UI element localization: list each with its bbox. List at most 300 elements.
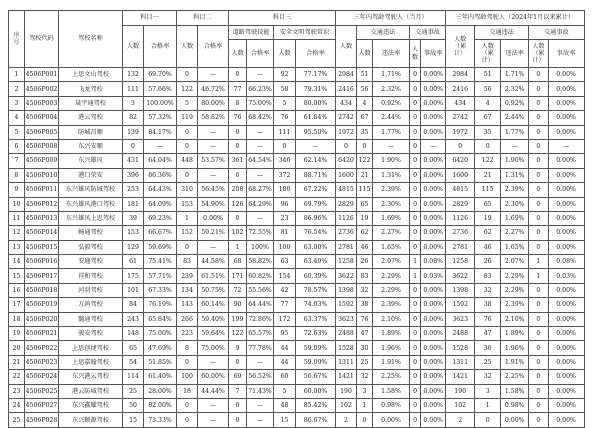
cell-seq: 5: [9, 125, 25, 139]
table-row: [9, 240, 585, 254]
cell-seq: 12: [9, 226, 25, 240]
cell-monthly-count: 2742: [336, 111, 357, 125]
cell-cum-violation-count: 47: [475, 327, 501, 341]
cell-seq: 15: [9, 269, 25, 283]
cell-name: 万鸿驾校: [59, 298, 123, 312]
cell-s2-count: 8: [177, 341, 198, 355]
cell-cum-accident-count: 0: [529, 96, 548, 110]
cell-s1-count: 153: [123, 226, 144, 240]
cell-seq: 16: [9, 283, 25, 297]
cell-cum-accident-rate: 0.00%: [548, 197, 584, 211]
cell-cum-accident-rate: 0.08%: [548, 255, 584, 269]
cell-road-pass-rate: 64.54%: [247, 154, 274, 168]
header-s2-count: 人数: [177, 25, 198, 68]
cell-safety-pass-rate: 56.67%: [296, 370, 336, 384]
cell-s1-count: 25: [123, 384, 144, 398]
cell-s2-pass-rate: 60.00%: [198, 370, 229, 384]
cell-safety-pass-rate: 59.09%: [296, 355, 336, 369]
cell-cum-accident-count: 0: [529, 398, 548, 412]
cell-monthly-violation-rate: 2.29%: [373, 269, 410, 283]
cell-cum-violation-count: 26: [475, 255, 501, 269]
cell-safety-count: 15: [274, 413, 296, 427]
table-row: [9, 125, 585, 139]
header-code: 驾校代码: [25, 11, 59, 68]
cell-cum-accident-rate: 0.00%: [548, 226, 584, 240]
cell-s1-pass-rate: 65.84%: [144, 312, 177, 326]
cell-s1-count: 396: [123, 168, 144, 182]
cell-s2-pass-rate: 54.90%: [198, 197, 229, 211]
cell-road-pass-rate: 72.86%: [247, 312, 274, 326]
cell-s2-count: 0: [177, 125, 198, 139]
cell-cum-accident-count: 0: [529, 283, 548, 297]
cell-seq: 22: [9, 370, 25, 384]
cell-s2-count: 119: [177, 111, 198, 125]
cell-cum-violation-count: 76: [475, 312, 501, 326]
cell-monthly-violation-count: 25: [357, 355, 373, 369]
cell-cum-accident-rate: 0.00%: [548, 283, 584, 297]
cell-code: 4506P025: [25, 384, 59, 398]
cell-name: 晟宇通驾校: [59, 96, 123, 110]
cell-seq: 11: [9, 211, 25, 225]
cell-s2-count: 0: [177, 68, 198, 82]
cell-s2-pass-rate: 44.44%: [198, 384, 229, 398]
cell-cum-violation-rate: —: [501, 139, 529, 153]
cell-monthly-accident-count: 0: [410, 96, 421, 110]
cell-safety-pass-rate: 60.00%: [296, 384, 336, 398]
cell-name: 骏安驾校: [59, 327, 123, 341]
cell-safety-count: 95: [274, 327, 296, 341]
cell-road-count: 0: [229, 413, 247, 427]
cell-s2-count: 223: [177, 327, 198, 341]
cell-s1-count: 39: [123, 211, 144, 225]
cell-cum-count: 3623: [446, 312, 475, 326]
cell-code: 4506P021: [25, 327, 59, 341]
cell-seq: 18: [9, 312, 25, 326]
cell-s2-count: 143: [177, 298, 198, 312]
cell-seq: 1: [9, 68, 25, 82]
cell-s2-pass-rate: 58.82%: [198, 111, 229, 125]
cell-cum-accident-rate: 0.00%: [548, 125, 584, 139]
cell-name: 防城昌顺: [59, 125, 123, 139]
cell-s1-pass-rate: 47.69%: [144, 341, 177, 355]
header-safety-count: 人数: [274, 40, 296, 68]
cell-monthly-violation-count: 19: [357, 211, 373, 225]
cell-monthly-violation-rate: 2.30%: [373, 197, 410, 211]
cell-monthly-violation-count: 3: [357, 384, 373, 398]
cell-name: 安通驾校: [59, 255, 123, 269]
cell-monthly-count: 1421: [336, 370, 357, 384]
cell-code: 4506P018: [25, 283, 59, 297]
table-row: [9, 312, 585, 326]
cell-seq: 14: [9, 255, 25, 269]
cell-monthly-count: 1528: [336, 341, 357, 355]
cell-monthly-accident-rate: 0.00%: [421, 413, 446, 427]
cell-s1-count: 129: [123, 240, 144, 254]
cell-cum-violation-rate: 1.69%: [501, 211, 529, 225]
cell-seq: 3: [9, 96, 25, 110]
cell-monthly-accident-rate: 0.00%: [421, 183, 446, 197]
cell-s1-count: 243: [123, 312, 144, 326]
cell-road-pass-rate: 56.52%: [247, 370, 274, 384]
cell-s2-count: 1: [177, 211, 198, 225]
cell-s2-pass-rate: —: [198, 355, 229, 369]
cell-monthly-violation-rate: 1.96%: [373, 341, 410, 355]
cell-s1-count: 139: [123, 125, 144, 139]
cell-monthly-accident-rate: 0.00%: [421, 398, 446, 412]
cell-monthly-violation-rate: 1.69%: [373, 211, 410, 225]
cell-code: 4506P016: [25, 255, 59, 269]
cell-monthly-accident-count: 0: [410, 341, 421, 355]
cell-safety-count: 180: [274, 183, 296, 197]
table-row: [9, 413, 585, 427]
cell-name: 东兴雄风上思驾校: [59, 211, 123, 225]
cell-safety-count: 77: [274, 298, 296, 312]
cell-code: 4506P017: [25, 269, 59, 283]
cell-safety-count: 5: [274, 384, 296, 398]
cell-safety-count: 92: [274, 68, 296, 82]
cell-safety-count: 96: [274, 197, 296, 211]
cell-s1-count: 101: [123, 283, 144, 297]
cell-monthly-accident-count: 1: [410, 255, 421, 269]
cell-cum-violation-count: 62: [475, 226, 501, 240]
cell-monthly-count: 6420: [336, 154, 357, 168]
cell-cum-accident-count: 0: [529, 154, 548, 168]
table-row: [9, 226, 585, 240]
cell-cum-violation-rate: 2.29%: [501, 283, 529, 297]
cell-monthly-violation-rate: 0.98%: [373, 398, 410, 412]
cell-name: 上思嘉翰驾校: [59, 355, 123, 369]
cell-monthly-accident-rate: —: [421, 139, 446, 153]
header-ca-count: 人数（累计）: [529, 40, 548, 68]
cell-code: 4506P008: [25, 139, 59, 153]
cell-cum-accident-count: 0: [529, 384, 548, 398]
cell-cum-accident-rate: 0.00%: [548, 68, 584, 82]
cell-name: 东兴雄风港口驾校: [59, 197, 123, 211]
cell-monthly-violation-rate: 0.00%: [373, 413, 410, 427]
cell-monthly-accident-rate: 0.00%: [421, 82, 446, 96]
cell-code: 4506P014: [25, 226, 59, 240]
cell-monthly-count: 1972: [336, 125, 357, 139]
cell-monthly-accident-rate: 0.00%: [421, 240, 446, 254]
cell-cum-violation-rate: 2.32%: [501, 82, 529, 96]
table-row: [9, 370, 585, 384]
cell-safety-pass-rate: 59.09%: [296, 341, 336, 355]
table-row: [9, 68, 585, 82]
cell-road-pass-rate: 64.44%: [247, 298, 274, 312]
cell-monthly-violation-count: 4: [357, 96, 373, 110]
cell-name: 弘毅驾校: [59, 240, 123, 254]
cell-cum-violation-count: 30: [475, 341, 501, 355]
header-subject1: 科目一: [123, 11, 177, 26]
cell-road-count: 9: [229, 341, 247, 355]
cell-cum-accident-rate: 0.00%: [548, 96, 584, 110]
cell-s2-pass-rate: —: [198, 168, 229, 182]
cell-cum-accident-rate: 0.00%: [548, 398, 584, 412]
cell-cum-accident-rate: 0.00%: [548, 413, 584, 427]
header-monthly-violation: 交通违法: [357, 25, 410, 40]
cell-safety-count: 81: [274, 226, 296, 240]
cell-seq: 9: [9, 183, 25, 197]
cell-monthly-count: 190: [336, 384, 357, 398]
cell-cum-accident-rate: 0.03%: [548, 269, 584, 283]
cell-cum-violation-count: 0: [475, 139, 501, 153]
cell-cum-accident-count: 0: [529, 327, 548, 341]
cell-s2-count: 18: [177, 384, 198, 398]
cell-code: 4506P024: [25, 370, 59, 384]
cell-monthly-violation-rate: 0.92%: [373, 96, 410, 110]
cell-s1-pass-rate: 75.41%: [144, 255, 177, 269]
cell-safety-count: 76: [274, 111, 296, 125]
cell-cum-accident-count: 0: [529, 298, 548, 312]
cell-cum-violation-count: 25: [475, 355, 501, 369]
cell-monthly-accident-rate: 0.00%: [421, 211, 446, 225]
cell-safety-count: 100: [274, 240, 296, 254]
cell-cum-violation-rate: 2.44%: [501, 111, 529, 125]
cell-monthly-accident-count: 1: [410, 269, 421, 283]
cell-cum-count: 434: [446, 96, 475, 110]
cell-s2-count: 0: [177, 413, 198, 427]
cell-name: 港口荣安: [59, 168, 123, 182]
cell-s2-count: 153: [177, 197, 198, 211]
cell-road-pass-rate: 65.57%: [247, 327, 274, 341]
cell-monthly-accident-count: 0: [410, 211, 421, 225]
cell-monthly-accident-rate: 0.03%: [421, 269, 446, 283]
cell-road-count: 1: [229, 240, 247, 254]
cell-cum-accident-rate: 0.00%: [548, 168, 584, 182]
cell-cum-violation-count: 4: [475, 96, 501, 110]
cell-code: 4506P010: [25, 168, 59, 182]
cell-code: 4506P011: [25, 183, 59, 197]
cell-code: 4506P015: [25, 240, 59, 254]
cell-cum-count: 2736: [446, 226, 475, 240]
cell-safety-count: 172: [274, 312, 296, 326]
cell-monthly-violation-count: 0: [357, 413, 373, 427]
cell-s1-pass-rate: 57.32%: [144, 111, 177, 125]
cell-s1-count: 253: [123, 183, 144, 197]
cell-road-count: 208: [229, 183, 247, 197]
cell-road-count: 0: [229, 355, 247, 369]
cell-cum-count: 2781: [446, 240, 475, 254]
cell-name: 畅通驾校: [59, 226, 123, 240]
table-row: [9, 139, 585, 153]
cell-s2-pass-rate: 0.00%: [198, 211, 229, 225]
cell-monthly-count: 2416: [336, 82, 357, 96]
cell-s1-pass-rate: 28.00%: [144, 384, 177, 398]
cell-seq: 8: [9, 168, 25, 182]
cell-monthly-accident-count: 0: [410, 370, 421, 384]
cell-cum-accident-count: 0: [529, 139, 548, 153]
cell-s1-count: 54: [123, 355, 144, 369]
cell-safety-pass-rate: —: [296, 139, 336, 153]
cell-monthly-violation-count: 122: [357, 154, 373, 168]
cell-monthly-accident-rate: 0.00%: [421, 384, 446, 398]
cell-road-count: 68: [229, 255, 247, 269]
cell-road-pass-rate: 68.27%: [247, 183, 274, 197]
cell-seq: 23: [9, 384, 25, 398]
cell-cum-violation-rate: 2.30%: [501, 197, 529, 211]
cell-safety-count: 44: [274, 355, 296, 369]
cell-road-count: 361: [229, 154, 247, 168]
table-row: [9, 82, 585, 96]
cell-monthly-violation-count: 26: [357, 255, 373, 269]
cell-cum-violation-count: 32: [475, 283, 501, 297]
cell-safety-pass-rate: 60.39%: [296, 269, 336, 283]
cell-safety-count: 58: [274, 82, 296, 96]
cell-safety-pass-rate: 80.00%: [296, 96, 336, 110]
cell-cum-accident-count: 0: [529, 125, 548, 139]
cell-s1-pass-rate: 66.67%: [144, 226, 177, 240]
cell-cum-count: 6420: [446, 154, 475, 168]
cell-monthly-accident-count: 0: [410, 327, 421, 341]
cell-cum-violation-count: 32: [475, 370, 501, 384]
cell-road-count: 0: [229, 125, 247, 139]
cell-road-pass-rate: 71.43%: [247, 384, 274, 398]
cell-cum-violation-rate: 0.92%: [501, 96, 529, 110]
cell-s2-count: 310: [177, 183, 198, 197]
cell-s1-pass-rate: 51.85%: [144, 355, 177, 369]
cell-monthly-violation-count: 56: [357, 82, 373, 96]
cell-code: 4506P004: [25, 111, 59, 125]
header-mv-count: 人数: [357, 40, 373, 68]
cell-monthly-count: 2781: [336, 240, 357, 254]
cell-safety-count: 23: [274, 211, 296, 225]
cell-monthly-violation-rate: 2.44%: [373, 111, 410, 125]
cell-name: 港云驾校: [59, 111, 123, 125]
cell-s2-count: 0: [177, 139, 198, 153]
cell-cum-violation-rate: 2.10%: [501, 312, 529, 326]
cell-s1-count: 3: [123, 96, 144, 110]
cell-road-count: 102: [229, 226, 247, 240]
cell-monthly-violation-rate: 2.27%: [373, 226, 410, 240]
cell-monthly-count: 2736: [336, 226, 357, 240]
cell-s2-pass-rate: 59.21%: [198, 226, 229, 240]
cell-code: 4506P001: [25, 68, 59, 82]
cell-monthly-violation-rate: 2.39%: [373, 298, 410, 312]
cell-safety-pass-rate: 69.79%: [296, 197, 336, 211]
cell-cum-violation-rate: 1.77%: [501, 125, 529, 139]
cell-cum-accident-rate: 0.00%: [548, 211, 584, 225]
cell-cum-accident-count: 0: [529, 240, 548, 254]
cell-cum-violation-rate: 1.91%: [501, 355, 529, 369]
cell-cum-accident-count: 0: [529, 355, 548, 369]
cell-s1-pass-rate: 67.33%: [144, 283, 177, 297]
header-road-pass-rate: 合格率: [247, 40, 274, 68]
cell-cum-count: 1528: [446, 341, 475, 355]
cell-s1-pass-rate: 84.17%: [144, 125, 177, 139]
header-cv-rate: 违法率: [501, 40, 529, 68]
table-row: [9, 183, 585, 197]
cell-safety-pass-rate: 85.42%: [296, 398, 336, 412]
cell-safety-pass-rate: 72.63%: [296, 327, 336, 341]
cell-name: 东兴港云驾校: [59, 370, 123, 384]
cell-monthly-violation-count: 46: [357, 240, 373, 254]
cell-road-pass-rate: 55.56%: [247, 283, 274, 297]
cell-road-count: 77: [229, 82, 247, 96]
cell-monthly-violation-rate: 1.71%: [373, 68, 410, 82]
header-subject2: 科目二: [177, 11, 229, 26]
cell-cum-accident-count: 0: [529, 413, 548, 427]
cell-s1-pass-rate: 57.66%: [144, 82, 177, 96]
cell-monthly-violation-rate: 2.39%: [373, 183, 410, 197]
cell-road-count: 69: [229, 370, 247, 384]
cell-safety-pass-rate: 62.14%: [296, 154, 336, 168]
cell-code: 4506P003: [25, 96, 59, 110]
header-seq: 序号: [9, 11, 25, 68]
cell-s2-count: 134: [177, 283, 198, 297]
cell-seq: 6: [9, 139, 25, 153]
header-ma-count: 人数: [410, 40, 421, 68]
cell-cum-violation-count: 46: [475, 240, 501, 254]
driving-school-stats-table: [8, 10, 585, 428]
cell-s2-count: 266: [177, 312, 198, 326]
cell-monthly-accident-count: 0: [410, 197, 421, 211]
cell-monthly-violation-rate: 1.90%: [373, 154, 410, 168]
cell-monthly-violation-count: 67: [357, 111, 373, 125]
cell-cum-accident-rate: 0.00%: [548, 183, 584, 197]
cell-s1-count: 82: [123, 111, 144, 125]
cell-safety-pass-rate: 77.17%: [296, 68, 336, 82]
cell-monthly-count: 1398: [336, 283, 357, 297]
cell-road-count: 0: [229, 139, 247, 153]
cell-monthly-violation-count: 0: [357, 139, 373, 153]
cell-monthly-violation-rate: 1.65%: [373, 240, 410, 254]
cell-name: 东兴雄风: [59, 154, 123, 168]
cell-cum-violation-count: 115: [475, 183, 501, 197]
cell-seq: 4: [9, 111, 25, 125]
cell-road-pass-rate: 77.78%: [247, 341, 274, 355]
cell-cum-count: 1600: [446, 168, 475, 182]
table-row: [9, 197, 585, 211]
header-monthly-accident: 交通事故: [410, 25, 446, 40]
cell-monthly-violation-count: 83: [357, 269, 373, 283]
cell-safety-count: 346: [274, 154, 296, 168]
cell-name: 东兴鑫耀驾校: [59, 398, 123, 412]
cell-s1-pass-rate: 69.23%: [144, 211, 177, 225]
cell-code: 4506P012: [25, 197, 59, 211]
cell-cum-violation-count: 51: [475, 68, 501, 82]
cell-cum-accident-count: 1: [529, 255, 548, 269]
cell-road-pass-rate: —: [247, 211, 274, 225]
cell-cum-violation-rate: 2.07%: [501, 255, 529, 269]
cell-monthly-count: 1311: [336, 355, 357, 369]
cell-monthly-count: 4815: [336, 183, 357, 197]
cell-road-count: 0: [229, 168, 247, 182]
cell-monthly-violation-rate: 2.07%: [373, 255, 410, 269]
cell-seq: 25: [9, 413, 25, 427]
cell-road-pass-rate: 72.55%: [247, 226, 274, 240]
cell-s2-count: 152: [177, 226, 198, 240]
cell-monthly-accident-rate: 0.00%: [421, 312, 446, 326]
cell-cum-violation-rate: 2.29%: [501, 269, 529, 283]
header-s1-count: 人数: [123, 25, 144, 68]
cell-s1-pass-rate: 82.00%: [144, 398, 177, 412]
cell-monthly-violation-rate: 1.89%: [373, 327, 410, 341]
cell-monthly-violation-count: 21: [357, 168, 373, 182]
table-row: [9, 298, 585, 312]
cell-s2-count: 83: [177, 255, 198, 269]
cell-safety-count: 111: [274, 125, 296, 139]
cell-safety-pass-rate: 79.31%: [296, 82, 336, 96]
cell-cum-accident-count: 0: [529, 111, 548, 125]
cell-name: 东兴安顺: [59, 139, 123, 153]
cell-monthly-violation-rate: 2.25%: [373, 370, 410, 384]
cell-road-count: 0: [229, 68, 247, 82]
cell-cum-accident-count: 0: [529, 312, 548, 326]
cell-s2-pass-rate: 59.40%: [198, 312, 229, 326]
cell-safety-pass-rate: 63.00%: [296, 240, 336, 254]
cell-monthly-accident-count: 0: [410, 398, 421, 412]
cell-cum-count: 1421: [446, 370, 475, 384]
